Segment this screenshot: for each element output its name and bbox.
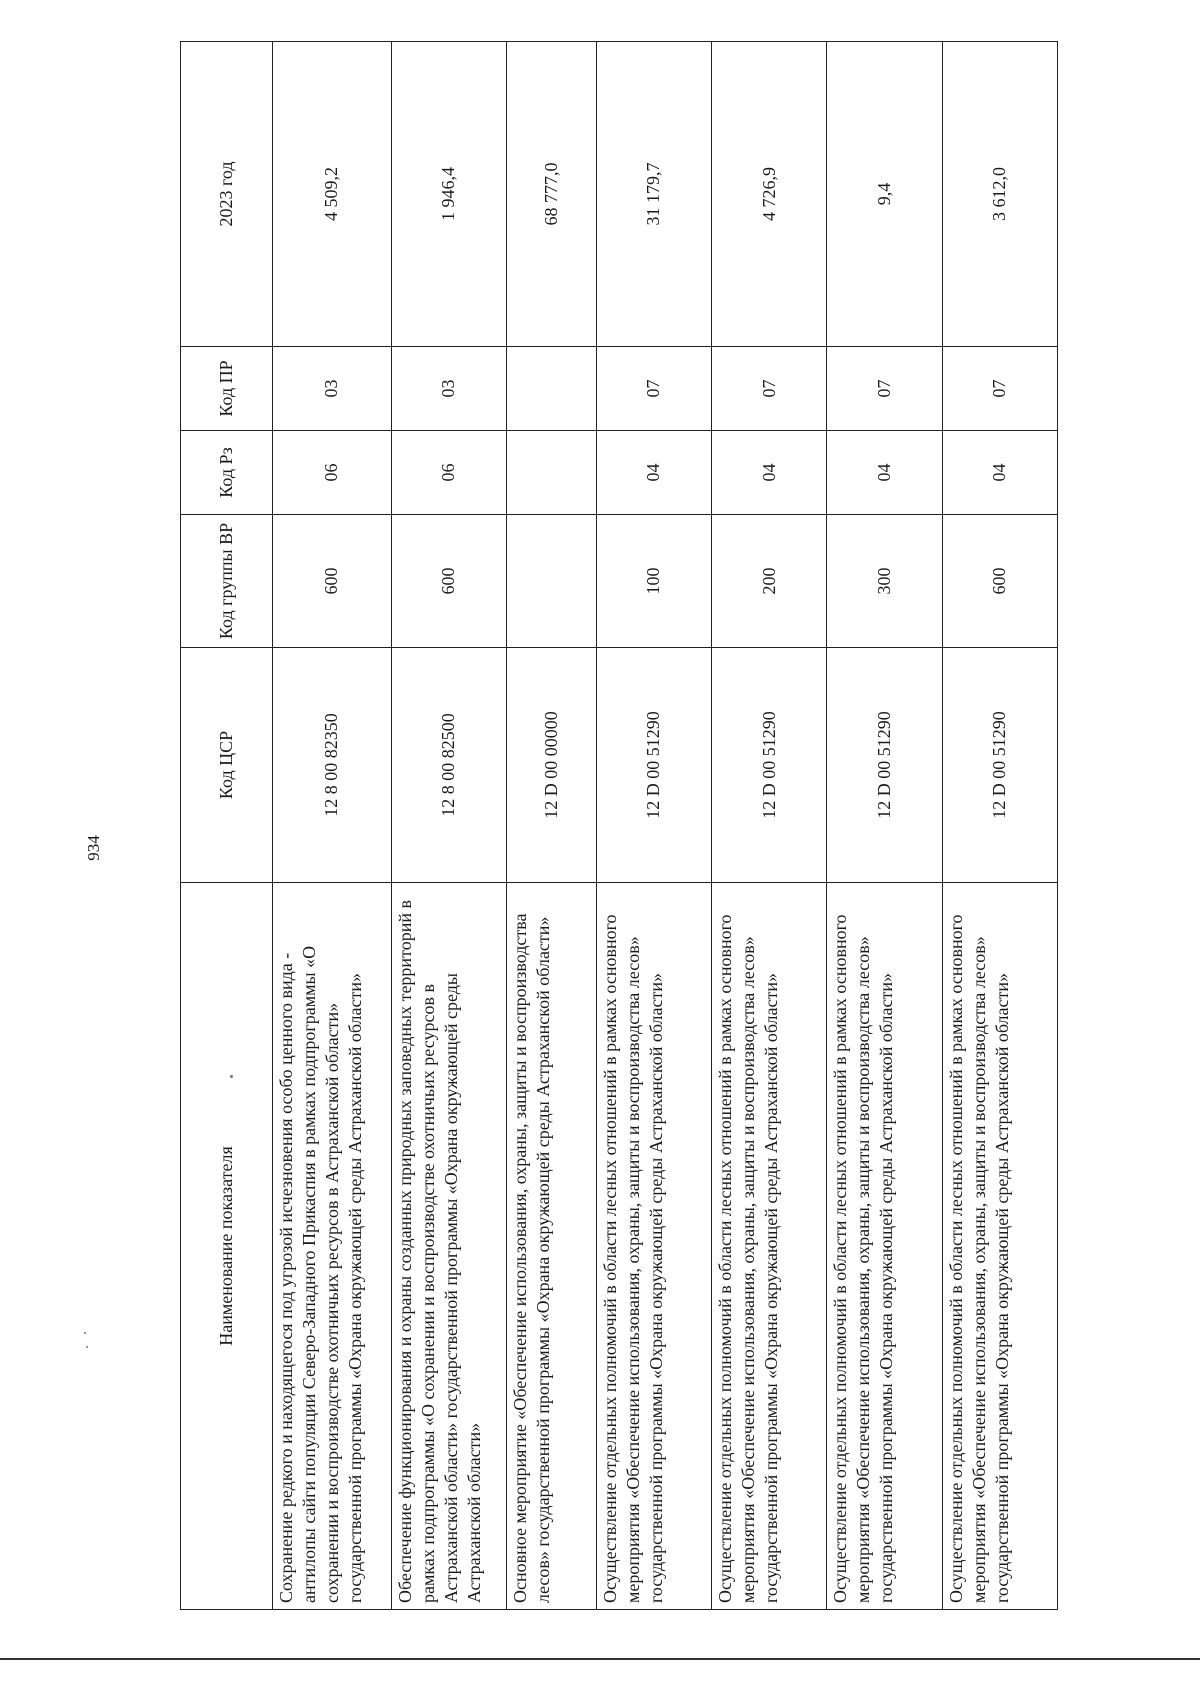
scan-speck: [84, 1332, 86, 1334]
row-2023: 1 946,4: [391, 42, 506, 347]
header-vr: Код группы ВР: [181, 515, 273, 648]
row-csr: 12 D 00 51290: [711, 648, 826, 883]
row-name: Осуществление отдельных полномочий в области лесных отношений в рамках основного мероприятия «Обеспечение использования, охраны, защиты и воспроизводства лесов» государственной программы «Охрана окружающей среды Астраханской области»: [596, 883, 711, 1610]
row-rz: 04: [942, 431, 1057, 515]
row-name: Сохранение редкого и находящегося под угрозой исчезновения особо ценного вида - антилопы сайги популяции Северо-Западного Прикаспия в рамках подпрограммы «О сохранении и воспроизводстве охотничьих ресурсов в Астраханской области» государственной программы «Охрана окружающей среды Астраханской области»: [273, 883, 392, 1610]
header-name: Наименование показателя: [181, 883, 273, 1610]
row-csr: 12 D 00 51290: [596, 648, 711, 883]
row-vr: 300: [827, 515, 942, 648]
table-row: [942, 42, 1057, 1610]
row-name: Осуществление отдельных полномочий в области лесных отношений в рамках основного мероприятия «Обеспечение использования, охраны, защиты и воспроизводства лесов» государственной программы «Охрана окружающей среды Астраханской области»: [942, 883, 1057, 1610]
header-pr: Код ПР: [181, 347, 273, 431]
row-vr: 200: [711, 515, 826, 648]
header-csr: Код ЦСР: [181, 648, 273, 883]
page-number: 934: [84, 835, 103, 861]
table-row: [596, 42, 711, 1610]
row-name: Осуществление отдельных полномочий в области лесных отношений в рамках основного мероприятия «Обеспечение использования, охраны, защиты и воспроизводства лесов» государственной программы «Охрана окружающей среды Астраханской области»: [827, 883, 942, 1610]
row-rz: 04: [596, 431, 711, 515]
table-row: [391, 42, 506, 1610]
header-rz: Код Рз: [181, 431, 273, 515]
row-csr: 12 D 00 00000: [506, 648, 596, 883]
row-vr: 600: [391, 515, 506, 648]
budget-table: [180, 41, 1058, 1610]
row-csr: 12 8 00 82350: [273, 648, 392, 883]
row-vr: 600: [942, 515, 1057, 648]
row-name: Основное мероприятие «Обеспечение использования, охраны, защиты и воспроизводства лесов» государственной программы «Охрана окружающей среды Астраханской области»: [506, 883, 596, 1610]
table-row: [273, 42, 392, 1610]
row-rz: 04: [711, 431, 826, 515]
row-pr: 07: [711, 347, 826, 431]
row-pr: 03: [273, 347, 392, 431]
row-rz: 06: [391, 431, 506, 515]
rotated-table-container: [180, 42, 1058, 1610]
header-2023: 2023 год: [181, 42, 273, 347]
row-2023: 4 726,9: [711, 42, 826, 347]
row-pr: 07: [942, 347, 1057, 431]
row-2023: 4 509,2: [273, 42, 392, 347]
row-csr: 12 D 00 51290: [942, 648, 1057, 883]
row-rz: 06: [273, 431, 392, 515]
scan-speck: [86, 1346, 88, 1348]
row-name: Осуществление отдельных полномочий в области лесных отношений в рамках основного мероприятия «Обеспечение использования, охраны, защиты и воспроизводства лесов» государственной программы «Охрана окружающей среды Астраханской области»: [711, 883, 826, 1610]
row-csr: 12 8 00 82500: [391, 648, 506, 883]
row-vr: [506, 515, 596, 648]
row-pr: 07: [596, 347, 711, 431]
table-row: [827, 42, 942, 1610]
row-pr: [506, 347, 596, 431]
row-vr: 100: [596, 515, 711, 648]
row-rz: 04: [827, 431, 942, 515]
row-2023: 68 777,0: [506, 42, 596, 347]
row-2023: 3 612,0: [942, 42, 1057, 347]
row-2023: 31 179,7: [596, 42, 711, 347]
row-pr: 03: [391, 347, 506, 431]
row-vr: 600: [273, 515, 392, 648]
row-2023: 9,4: [827, 42, 942, 347]
row-pr: 07: [827, 347, 942, 431]
bottom-rule: [0, 1658, 1200, 1660]
row-name: Обеспечение функционирования и охраны созданных природных заповедных территорий в рамках подпрограммы «О сохранении и воспроизводстве охотничьих ресурсов в Астраханской области» государственной программы «Охрана окружающей среды Астраханской области»: [391, 883, 506, 1610]
table-row: [711, 42, 826, 1610]
row-rz: [506, 431, 596, 515]
row-csr: 12 D 00 51290: [827, 648, 942, 883]
table-header-row: [181, 42, 273, 1610]
table-row: [506, 42, 596, 1610]
